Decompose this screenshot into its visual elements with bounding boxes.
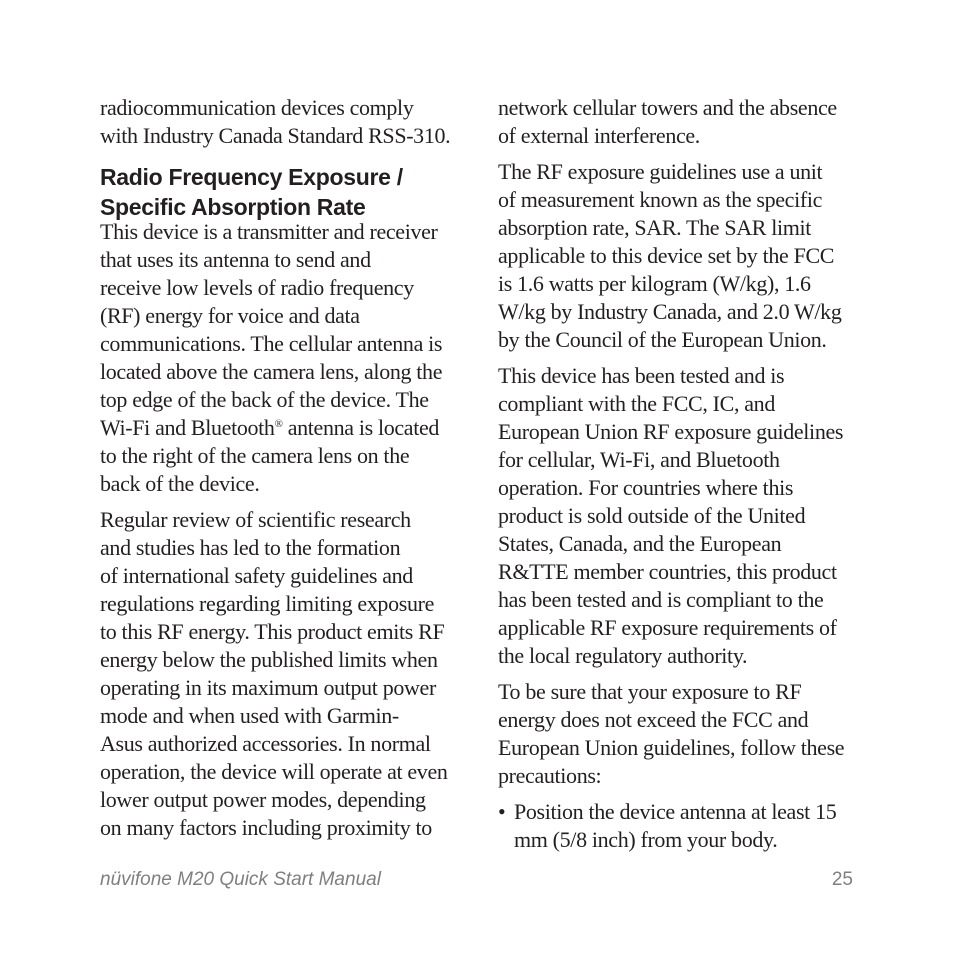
intro-paragraph: radiocommunication devices comply with Industry Canada Standard RSS-310. xyxy=(100,95,451,148)
section-heading: Radio Frequency Exposure / Specific Absorption Rate xyxy=(100,164,403,220)
right-column xyxy=(498,94,850,854)
bullet-icon: • xyxy=(498,799,506,824)
transmitter-paragraph: This device is a transmitter and receiver that uses its antenna to send and receive low levels of radio frequency (RF) energy for voice and data communications. The cellular antenna is located above the camera lens, along the top edge of the back of the device. The Wi-Fi and Bluetooth® antenna is located to the right of the camera lens on the back of the device. xyxy=(100,218,460,498)
left-column xyxy=(100,94,460,850)
footer-manual-title: nüvifone M20 Quick Start Manual xyxy=(100,869,381,890)
page-number: 25 xyxy=(831,869,853,890)
compliance-paragraph: This device has been tested and is compliant with the FCC, IC, and European Union RF exposure guidelines for cellular, Wi-Fi, and Bluetooth operation. For countries where this product is sold outside of the United States, Canada, and the European R&TTE member countries, this product has been tested and is compliant to the applicable RF exposure requirements of the local regulatory authority. xyxy=(498,363,844,668)
list-item xyxy=(498,798,850,854)
sar-paragraph: The RF exposure guidelines use a unit of measurement known as the specific absorption rate, SAR. The SAR limit applicable to this device set by the FCC is 1.6 watts per kilogram (W/kg), 1.6 W/kg by Industry Canada, and 2.0 W/kg by the Council of the European Union. xyxy=(498,159,842,352)
research-paragraph: Regular review of scientific research and studies has led to the formation of international safety guidelines and regulations regarding limiting exposure to this RF energy. This product emits RF energy below the published limits when operating in its maximum output power mode and when used with Garmin- Asus authorized accessories. In normal operation, the device will operate at even lower output power modes, depending on many factors including proximity to xyxy=(100,507,448,840)
bluetooth-line: Wi-Fi and Bluetooth® antenna is located xyxy=(100,415,440,440)
registered-mark: ® xyxy=(274,418,283,430)
precautions-paragraph: To be sure that your exposure to RF energy does not exceed the FCC and European Union guidelines, follow these precautions: xyxy=(498,679,845,788)
bullet-text: Position the device antenna at least 15 mm (5/8 inch) from your body. xyxy=(514,799,837,852)
continued-paragraph: network cellular towers and the absence of external interference. xyxy=(498,95,837,148)
